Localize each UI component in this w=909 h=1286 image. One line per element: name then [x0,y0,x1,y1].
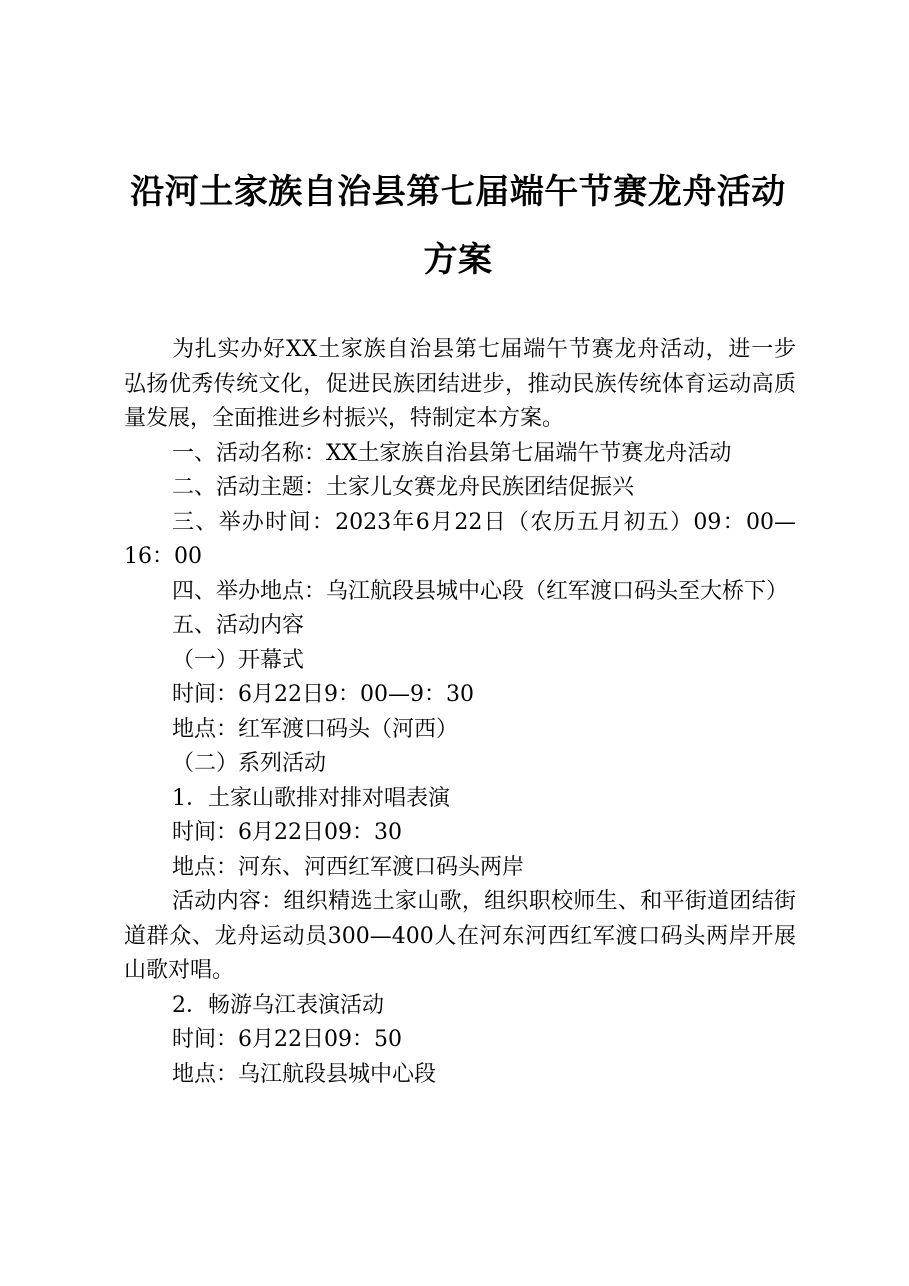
paragraph-event-location: 四、举办地点：乌江航段县城中心段（红军渡口码头至大桥下） [172,578,789,604]
paragraph-event-time: 三、举办时间：2023年6月22日（农历五月初五）09：00—16：00 [124,509,796,569]
item-heading-wujiang-swim: 2．畅游乌江表演活动 [172,992,384,1018]
paragraph-wujiang-location: 地点：乌江航段县城中心段 [172,1061,437,1087]
document-title: 沿河土家族自治县第七届端午节赛龙舟活动方案 [130,172,786,280]
paragraph-opening-time: 时间：6月22日9：00—9：30 [172,682,474,707]
paragraph-activity-name: 一、活动名称：XX土家族自治县第七届端午节赛龙舟活动 [172,440,732,466]
section-heading-activity-content: 五、活动内容 [172,613,305,638]
paragraph-folk-song-content: 活动内容：组织精选土家山歌，组织职校师生、和平街道团结街道群众、龙舟运动员300—400人在河东河西红军渡口码头两岸开展山歌对唱。 [124,889,796,983]
paragraph-activity-theme: 二、活动主题：土家儿女赛龙舟民族团结促振兴 [172,475,635,500]
document-body [124,333,796,1092]
subsection-heading-opening: （一）开幕式 [172,647,305,673]
paragraph-intro: 为扎实办好XX土家族自治县第七届端午节赛龙舟活动，进一步弘扬优秀传统文化，促进民族团结进步，推动民族传统体育运动高质量发展，全面推进乡村振兴，特制定本方案。 [124,337,796,431]
item-heading-folk-song: 1．土家山歌排对排对唱表演 [172,785,450,811]
subsection-heading-series: （二）系列活动 [172,751,327,776]
paragraph-opening-location: 地点：红军渡口码头（河西） [172,716,459,742]
paragraph-wujiang-time: 时间：6月22日09：50 [172,1027,402,1052]
paragraph-folk-song-time: 时间：6月22日09：30 [172,820,402,845]
paragraph-folk-song-location: 地点：河东、河西红军渡口码头两岸 [172,854,525,880]
